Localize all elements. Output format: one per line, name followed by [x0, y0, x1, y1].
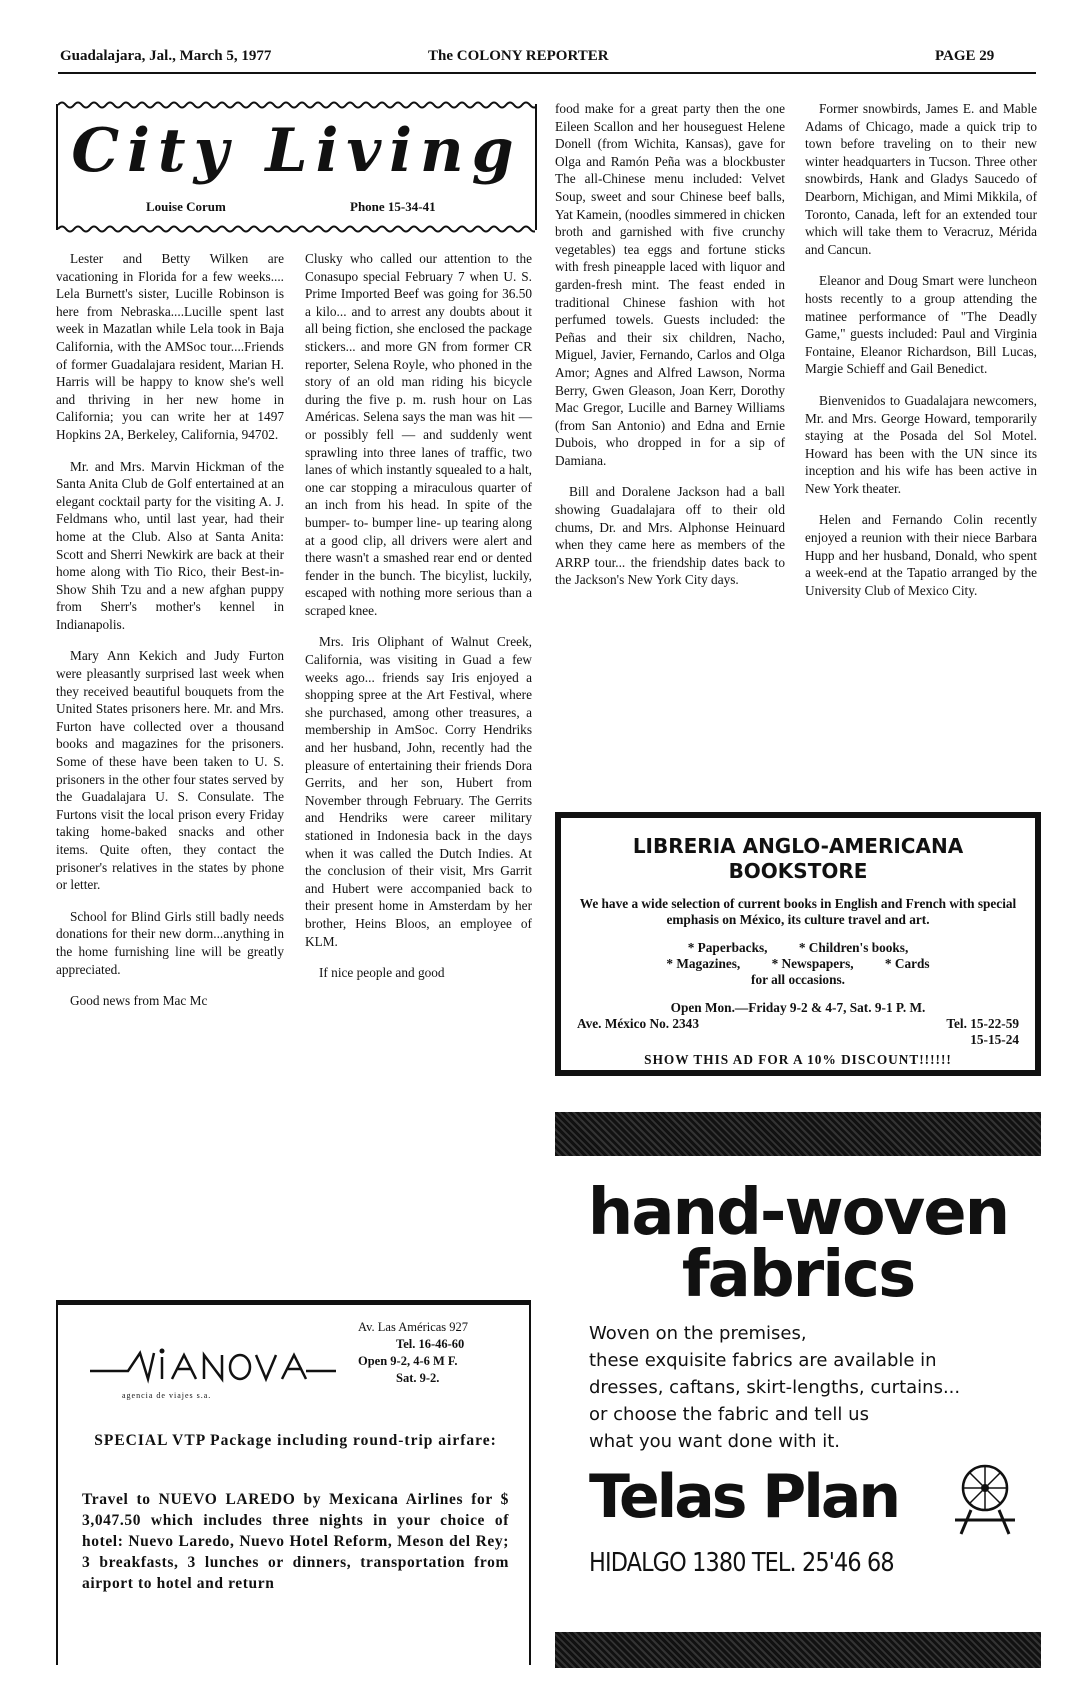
travel-agency-ad: [56, 1300, 531, 1665]
page-number: PAGE 29: [935, 48, 995, 64]
article-column-2: [305, 250, 532, 996]
fabrics-address: HIDALGO 1380 TEL. 25'46 68: [589, 1548, 894, 1578]
bookstore-item: * Children's books,: [798, 940, 909, 955]
fabric-texture-band: [555, 1112, 1041, 1156]
paragraph: Mr. and Mrs. Marvin Hickman of the Santa Anita Club de Golf entertained at an elegant cocktail party for the visiting A. J. Feldmans who, until last year, had their home at the Club. Also at Santa Anita: Scott and Sherri Newkirk are back at their home along with Tio Rico, their Best-in-Show Shih Tzu and a new afghan puppy from Sherr's mother's kennel in Indianapolis.: [56, 458, 284, 632]
fabrics-body-line: Woven on the premises,: [589, 1323, 807, 1344]
column-phone: Phone 15-34-41: [350, 199, 436, 214]
bookstore-occasions: for all occasions.: [751, 972, 845, 987]
vianova-hours-sat: Sat. 9-2.: [396, 1371, 440, 1385]
fabric-texture-band: [555, 1632, 1041, 1668]
column-title: City Living: [71, 116, 522, 186]
bookstore-item: * Magazines,: [666, 956, 741, 971]
wavy-border-top: [58, 100, 535, 110]
paragraph: Bienvenidos to Guadalajara newcomers, Mr. and Mrs. George Howard, temporarily staying at the Posada del Sol Motel. Howard has been with the UN since its inception and his wife has been active in New York theater.: [805, 392, 1037, 496]
bookstore-title-line: BOOKSTORE: [728, 859, 868, 883]
bookstore-item: * Newspapers,: [771, 956, 854, 971]
article-column-4: [805, 100, 1037, 613]
vianova-details: Travel to NUEVO LAREDO by Mexicana Airlines for $ 3,047.50 which includes three nights in your choice of hotel: Nuevo Laredo, Nuevo Hotel Reform, Meson del Rey; 3 breakfasts, 3 lunches or dinners, transportation from airport to hotel and return: [82, 1491, 509, 1592]
fabrics-brand: Telas Plan: [589, 1462, 899, 1532]
paragraph: If nice people and good: [319, 965, 445, 981]
vianova-contact: [358, 1319, 468, 1387]
spinning-wheel-icon: [951, 1458, 1019, 1536]
bookstore-phone: [909, 1016, 1019, 1048]
article-column-3: [555, 100, 785, 603]
bookstore-item: * Cards: [884, 956, 930, 971]
wavy-border-bottom: [58, 224, 535, 234]
paragraph: Helen and Fernando Colin recently enjoyed a reunion with their niece Barbara Hupp and her husband, Donald, who spent a week-end at the Tapatio arranged by the University Club of Mexico City.: [805, 512, 1037, 598]
paragraph: School for Blind Girls still badly needs donations for their new dorm...anything in the home furnishing line will be greatly appreciated.: [56, 908, 284, 977]
bookstore-phone-line: 15-15-24: [970, 1032, 1019, 1047]
bookstore-items: [571, 940, 1025, 988]
city-living-masthead: [56, 104, 537, 230]
bookstore-address: Ave. México No. 2343: [577, 1016, 699, 1031]
paragraph: Eleanor and Doug Smart were luncheon hosts recently to a group attending the matinee performance of "The Deadly Game," guests included: Paul and Virginia Fontaine, Eleanor Richardson, Bill Lucas, Margie Schieff and Gail Benedict.: [805, 273, 1037, 377]
bookstore-title: [561, 834, 1035, 884]
vianova-hours: Open 9-2, 4-6 M F.: [358, 1354, 458, 1368]
fabrics-body-line: these exquisite fabrics are available in: [589, 1350, 937, 1371]
bookstore-description: We have a wide selection of current books in English and French with special emphasis on México, its culture travel and art.: [579, 896, 1017, 927]
bookstore-item: * Paperbacks,: [687, 940, 768, 955]
bookstore-hours: Open Mon.—Friday 9-2 & 4-7, Sat. 9-1 P. M.: [670, 1000, 926, 1015]
fabrics-headline-line: fabrics: [681, 1238, 915, 1312]
paragraph: Mary Ann Kekich and Judy Furton were pleasantly surprised last week when they received beautiful bouquets from the United States prisoners here. Mr. and Mrs. Furton have collected over a thousand books and magazines for the prisoners. Some of these have been taken to U. S. prisoners in the other four states served by the Guadalajara U. S. Consulate. The Furtons visit the local prison every Friday taking home-baked snacks and other items. Quite often, they contact the prisoner's relatives in the states by phone or letter.: [56, 648, 284, 893]
page-date: Guadalajara, Jal., March 5, 1977: [60, 48, 272, 64]
vianova-phone: Tel. 16-46-60: [396, 1337, 465, 1351]
fabrics-body-line: or choose the fabric and tell us: [589, 1404, 869, 1425]
newspaper-name: The COLONY REPORTER: [428, 48, 609, 64]
header-rule: [58, 72, 1036, 74]
fabrics-headline-line: hand-woven: [587, 1176, 1009, 1250]
paragraph: Mrs. Iris Oliphant of Walnut Creek, California, was visiting in Guad a few weeks ago... friends say Iris enjoyed a shopping spree at the Art Festival, where she purchased, among other treasures, a membership in AmSoc. Corry Hendriks and her husband, John, recently had the pleasure of entertaining their friends Dora Gerrits, and her son, Hubert from November through February. The Gerrits and Hendriks were career military stationed in Indonesia back in the days when it was called the Dutch Indies. At the conclusion of their visit, Mrs Garrit and Hubert were accompanied back to their present home in Amsterdam by her brother, Heins Bloos, an employee of KLM.: [305, 634, 532, 949]
bookstore-phone-line: Tel. 15-22-59: [946, 1016, 1019, 1031]
fabrics-ad: [555, 1100, 1041, 1665]
article-column-1: [56, 250, 284, 1024]
vianova-logo: [88, 1341, 338, 1389]
fabrics-headline: [555, 1176, 1041, 1312]
bookstore-promo: SHOW THIS AD FOR A 10% DISCOUNT!!!!!!: [644, 1052, 952, 1067]
fabrics-body-line: what you want done with it.: [589, 1431, 841, 1452]
paragraph: Clusky who called our attention to the Conasupo special February 7 when U. S. Prime Imported Beef was going for 36.50 a kilo... and to arrest any doubts about it all being fiction, she enclosed the package stickers... and more GN from former CR reporter, Selena Royle, who phoned in the story of an old man riding his bicycle during the five p. m. rush hour on Las Américas. Selena says the man was hit — or possibly fell — and suddenly went sprawling into three lanes of traffic, two lanes of which instantly squealed to a halt, one car stopping a miraculous quarter of an inch from his head. In spite of the bumper- to- bumper line- up tearing along at a good clip, all drivers were alert and there wasn't a smashed rear end or dented fender in the bunch. The bicylist, luckily, escaped with nothing more serious than a scraped knee.: [305, 251, 532, 618]
fabrics-body: [589, 1320, 1019, 1455]
paragraph: Good news from Mac Mc: [70, 993, 208, 1009]
bookstore-ad: [555, 812, 1041, 1076]
vianova-address: Av. Las Américas 927: [358, 1320, 469, 1334]
column-author: Louise Corum: [146, 199, 226, 214]
bookstore-title-line: LIBRERIA ANGLO-AMERICANA: [632, 834, 964, 858]
paragraph: Bill and Doralene Jackson had a ball showing Guadalajara off to their old chums, Dr. and Mrs. Alphonse Heinuard when they came here as members of the ARRP tour... the friendship dates back to the Jackson's New York City days.: [555, 484, 785, 588]
paragraph: Lester and Betty Wilken are vacationing in Florida for a few weeks.... Lela Burnett's sister, Lucille Robinson is here from Nebraska....Lucille spent last week in Mazatlan while Lela took in Baja California, with the AMSoc tour....Friends of former Guadalajara resident, Marian H. Harris will be happy to know she's well and thriving in her new home in California; you can write her at 1497 Hopkins 2A, Berkeley, California, 94702.: [56, 251, 284, 442]
vianova-tagline: agencia de viajes s.a.: [122, 1391, 212, 1400]
fabrics-body-line: dresses, caftans, skirt-lengths, curtains...: [589, 1377, 961, 1398]
paragraph: Former snowbirds, James E. and Mable Adams of Chicago, made a quick trip to town before traveling on to their new winter headquarters in Tucson. Three other snowbirds, Hank and Gladys Saucedo of Dearborn, Michigan, and Mimi Mikkila, of Toronto, Canada, left for an extended tour which will take them to Veracruz, Mérida and Cancun.: [805, 101, 1037, 257]
paragraph: food make for a great party then the one Eileen Scallon and her houseguest Helene Donell (from Wichita, Kansas), gave for Olga and Ramón Peña was a blockbuster The all-Chinese menu included: Velvet Soup, sweet and sour Chinese beef balls, Yat Kamein, (noodles simmered in chicken broth and garnished with five crunchy vegetables) tea eggs and fortune sticks with fresh pineapple laced with liquor and garden-fresh mint. The feast ended in traditional Chinese fashion with hot perfumed towels. Guests included: the Peñas and their six children, Nacho, Miguel, Javier, Fernando, Carlos and Olga Amor; Agnes and Alfred Lawson, Norma Berry, Gwen Gleason, Joan Kerr, Dorothy Mac Gregor, Lucille and Barney Williams (from San Antonio) and Edna and Ernie Dubois, who dropped in for a sip of Damiana.: [555, 101, 785, 468]
vianova-special: SPECIAL VTP Package including round-trip airfare:: [94, 1432, 497, 1449]
